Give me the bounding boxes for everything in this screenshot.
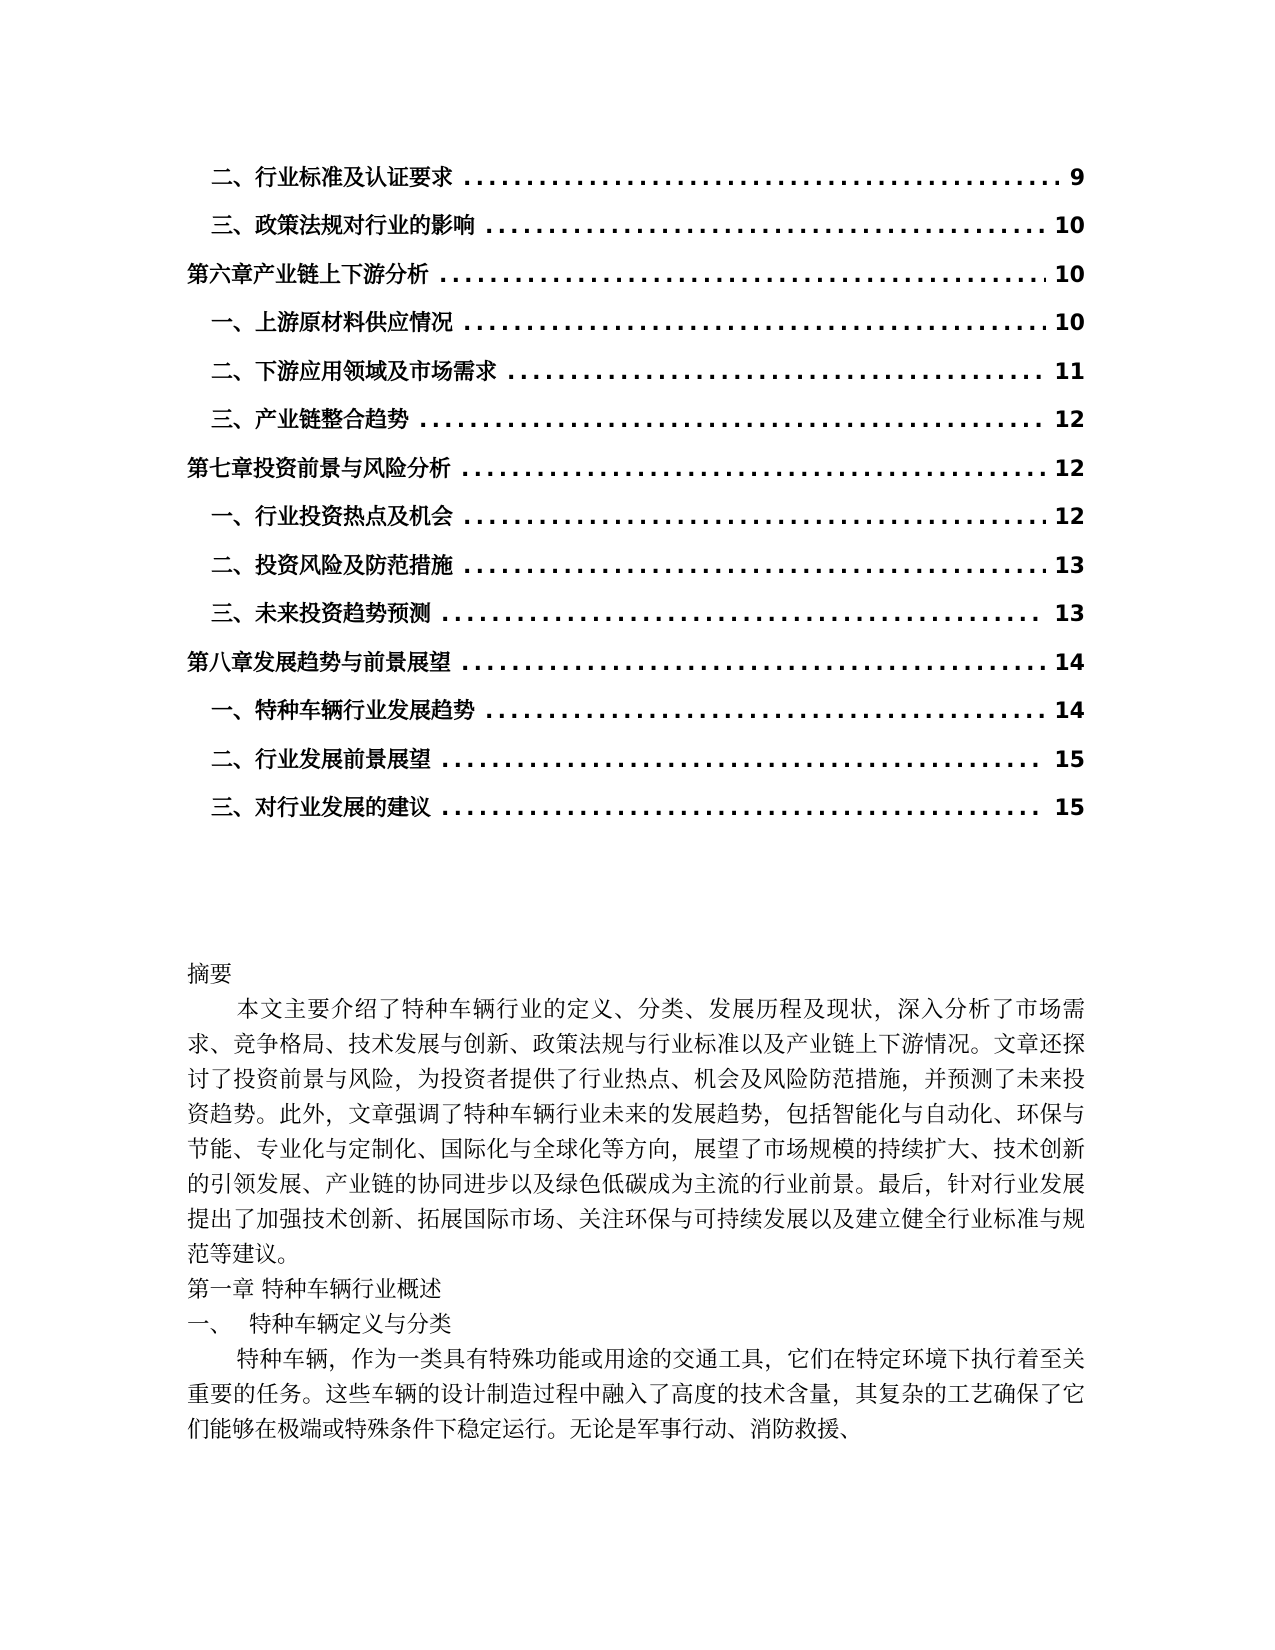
toc-entry[interactable] [187,533,1085,582]
toc-entry-number: 三、 [211,602,256,627]
toc-entry[interactable] [187,194,1085,243]
toc-leader-dots [441,794,1046,824]
toc-leader-dots [463,503,1046,533]
toc-entry-number: 第六章 [187,262,254,288]
toc-entry-title: 政策法规对行业的影响 [255,214,476,239]
toc-entry-number: 三、 [211,214,256,239]
toc-entry-title: 上游原材料供应情况 [255,311,454,336]
toc-entry-title: 特种车辆行业发展趋势 [255,699,476,724]
toc-entry-number: 三、 [211,796,256,821]
section-number: 一、 [187,1312,233,1338]
toc-entry[interactable] [187,145,1085,194]
toc-entry[interactable] [187,727,1085,776]
toc-entry-page: 10 [1054,262,1085,288]
toc-entry-number: 三、 [211,408,256,433]
toc-entry-number: 一、 [211,699,256,724]
toc-entry-title: 投资前景与风险分析 [253,456,452,482]
toc-entry-title: 未来投资趋势预测 [255,602,432,627]
toc-entry-title: 发展趋势与前景展望 [253,650,452,676]
toc-leader-dots [441,600,1046,630]
toc-entry[interactable] [187,388,1085,437]
toc-entry[interactable] [187,291,1085,340]
toc-entry-number: 第七章 [187,456,254,482]
toc-entry-number: 二、 [211,359,256,385]
toc-entry-number: 二、 [211,553,256,579]
toc-leader-dots [463,552,1046,582]
toc-leader-dots [461,649,1046,679]
toc-entry[interactable] [187,582,1085,631]
toc-entry-page: 15 [1054,796,1085,821]
toc-leader-dots [439,261,1046,291]
toc-entry-page: 10 [1054,214,1085,239]
toc-entry-number: 第八章 [187,650,254,676]
toc-entry-number: 二、 [211,165,256,191]
toc-leader-dots [463,164,1059,194]
toc-entry[interactable] [187,776,1085,825]
toc-entry-page: 10 [1054,311,1085,336]
abstract-heading: 摘要 [187,962,233,988]
toc-entry-number: 二、 [211,747,256,773]
toc-entry-number: 一、 [211,505,256,530]
toc-entry-page: 14 [1054,650,1085,676]
toc-entry-title: 产业链上下游分析 [253,262,430,288]
document-body [187,958,1085,1448]
toc-entry-number: 一、 [211,311,256,336]
toc-leader-dots [507,358,1046,388]
toc-entry[interactable] [187,485,1085,534]
toc-entry-page: 15 [1054,747,1085,773]
toc-entry-page: 13 [1054,602,1085,627]
body-paragraph: 特种车辆，作为一类具有特殊功能或用途的交通工具，它们在特定环境下执行着至关重要的任务。这些车辆的设计制造过程中融入了高度的技术含量，其复杂的工艺确保了它们能够在极端或特殊条件下稳定运行。无论是军事行动、消防救援、 [187,1347,1085,1443]
toc-leader-dots [463,309,1046,339]
toc-entry-page: 11 [1054,359,1085,385]
section-title: 特种车辆定义与分类 [249,1312,452,1338]
toc-entry-title: 下游应用领域及市场需求 [255,359,498,385]
abstract-paragraph: 本文主要介绍了特种车辆行业的定义、分类、发展历程及现状，深入分析了市场需求、竞争格局、技术发展与创新、政策法规与行业标准以及产业链上下游情况。文章还探讨了投资前景与风险，为投资者提供了行业热点、机会及风险防范措施，并预测了未来投资趋势。此外，文章强调了特种车辆行业未来的发展趋势，包括智能化与自动化、环保与节能、专业化与定制化、国际化与全球化等方向，展望了市场规模的持续扩大、技术创新的引领发展、产业链的协同进步以及绿色低碳成为主流的行业前景。最后，针对行业发展提出了加强技术创新、拓展国际市场、关注环保与可持续发展以及建立健全行业标准与规范等建议。 [187,997,1085,1268]
toc-leader-dots [419,406,1046,436]
toc-entry[interactable] [187,339,1085,388]
toc-chapter-entry[interactable] [187,242,1085,291]
section-heading [187,1308,1085,1343]
toc-entry-title: 对行业发展的建议 [255,796,432,821]
toc-entry-page: 9 [1069,165,1085,191]
toc-chapter-entry[interactable] [187,630,1085,679]
toc-leader-dots [485,212,1046,242]
toc-entry-title: 产业链整合趋势 [255,408,410,433]
toc-leader-dots [485,697,1046,727]
toc-entry[interactable] [187,679,1085,728]
toc-entry-page: 14 [1054,699,1085,724]
toc-entry-page: 12 [1054,408,1085,433]
toc-entry-page: 12 [1054,456,1085,482]
toc-entry-title: 行业发展前景展望 [255,747,432,773]
toc-entry-page: 13 [1054,553,1085,579]
table-of-contents [187,145,1085,824]
toc-leader-dots [441,746,1046,776]
toc-entry-title: 行业投资热点及机会 [255,505,454,530]
toc-entry-title: 行业标准及认证要求 [255,165,454,191]
toc-leader-dots [461,455,1046,485]
toc-chapter-entry[interactable] [187,436,1085,485]
chapter-heading: 第一章 特种车辆行业概述 [187,1277,442,1303]
toc-entry-title: 投资风险及防范措施 [255,553,454,579]
toc-entry-page: 12 [1054,505,1085,530]
